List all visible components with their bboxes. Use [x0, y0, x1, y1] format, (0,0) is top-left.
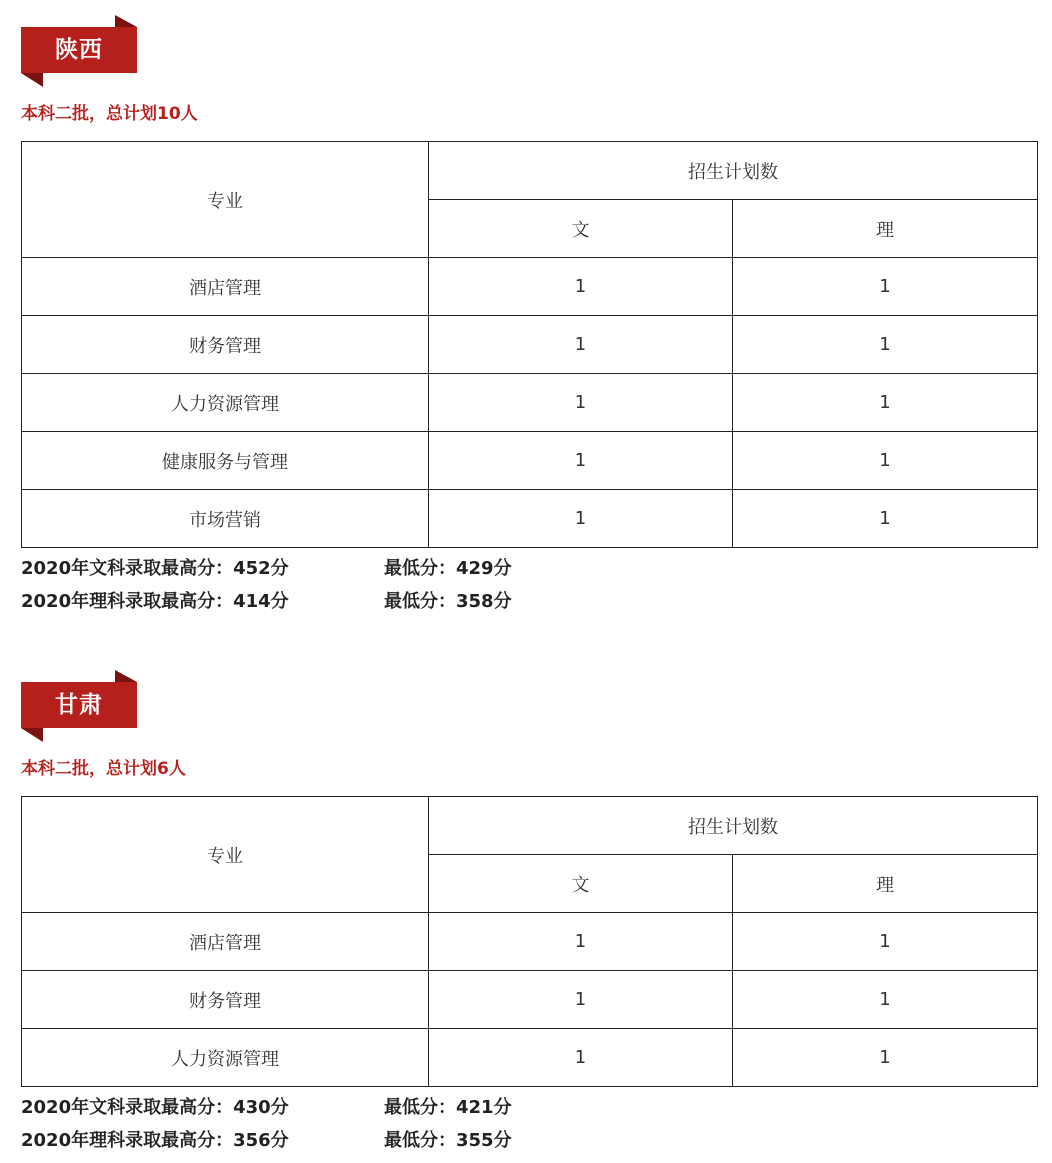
major-cell: 市场营销 — [22, 490, 429, 548]
admission-scores — [21, 1091, 1037, 1157]
header-arts: 文 — [429, 855, 733, 913]
table-row — [22, 374, 1038, 432]
header-major: 专业 — [22, 142, 429, 258]
province-section-gansu — [21, 670, 1037, 1157]
highest-score: 2020年文科录取最高分：430分 — [21, 1097, 289, 1118]
lowest-score: 最低分：429分 — [384, 558, 512, 579]
header-science: 理 — [733, 855, 1038, 913]
highest-score: 2020年文科录取最高分：452分 — [21, 558, 289, 579]
table-row — [22, 432, 1038, 490]
enrollment-subtitle: 本科二批，总计划6人 — [21, 759, 186, 779]
province-section-shaanxi — [21, 15, 1037, 618]
table-row — [22, 971, 1038, 1029]
arts-count-cell: 1 — [429, 1029, 733, 1087]
arts-count-cell: 1 — [429, 432, 733, 490]
arts-count-cell: 1 — [429, 971, 733, 1029]
major-cell: 酒店管理 — [22, 913, 429, 971]
arts-count-cell: 1 — [429, 316, 733, 374]
province-ribbon — [21, 15, 139, 87]
header-plan-count: 招生计划数 — [429, 142, 1038, 200]
lowest-score: 最低分：358分 — [384, 591, 512, 612]
header-plan-count: 招生计划数 — [429, 797, 1038, 855]
score-line-arts — [21, 552, 1037, 585]
table-header-row — [22, 797, 1038, 855]
major-cell: 人力资源管理 — [22, 1029, 429, 1087]
table-row — [22, 1029, 1038, 1087]
science-count-cell: 1 — [733, 432, 1038, 490]
enrollment-plan-table — [21, 796, 1038, 1087]
enrollment-subtitle: 本科二批，总计划10人 — [21, 104, 198, 124]
science-count-cell: 1 — [733, 913, 1038, 971]
science-count-cell: 1 — [733, 316, 1038, 374]
science-count-cell: 1 — [733, 374, 1038, 432]
province-ribbon — [21, 670, 139, 742]
province-name: 甘肃 — [55, 691, 103, 718]
lowest-score: 最低分：421分 — [384, 1097, 512, 1118]
science-count-cell: 1 — [733, 490, 1038, 548]
table-row — [22, 490, 1038, 548]
province-name: 陕西 — [55, 36, 103, 63]
arts-count-cell: 1 — [429, 490, 733, 548]
major-cell: 财务管理 — [22, 971, 429, 1029]
science-count-cell: 1 — [733, 1029, 1038, 1087]
arts-count-cell: 1 — [429, 258, 733, 316]
table-row — [22, 913, 1038, 971]
header-arts: 文 — [429, 200, 733, 258]
score-line-arts — [21, 1091, 1037, 1124]
score-line-science — [21, 1124, 1037, 1157]
admission-scores — [21, 552, 1037, 618]
science-count-cell: 1 — [733, 971, 1038, 1029]
lowest-score: 最低分：355分 — [384, 1130, 512, 1151]
score-line-science — [21, 585, 1037, 618]
science-count-cell: 1 — [733, 258, 1038, 316]
major-cell: 酒店管理 — [22, 258, 429, 316]
table-row — [22, 316, 1038, 374]
table-header-row — [22, 142, 1038, 200]
header-major: 专业 — [22, 797, 429, 913]
major-cell: 健康服务与管理 — [22, 432, 429, 490]
highest-score: 2020年理科录取最高分：356分 — [21, 1130, 289, 1151]
enrollment-plan-table — [21, 141, 1038, 548]
header-science: 理 — [733, 200, 1038, 258]
highest-score: 2020年理科录取最高分：414分 — [21, 591, 289, 612]
table-row — [22, 258, 1038, 316]
major-cell: 人力资源管理 — [22, 374, 429, 432]
arts-count-cell: 1 — [429, 913, 733, 971]
arts-count-cell: 1 — [429, 374, 733, 432]
major-cell: 财务管理 — [22, 316, 429, 374]
